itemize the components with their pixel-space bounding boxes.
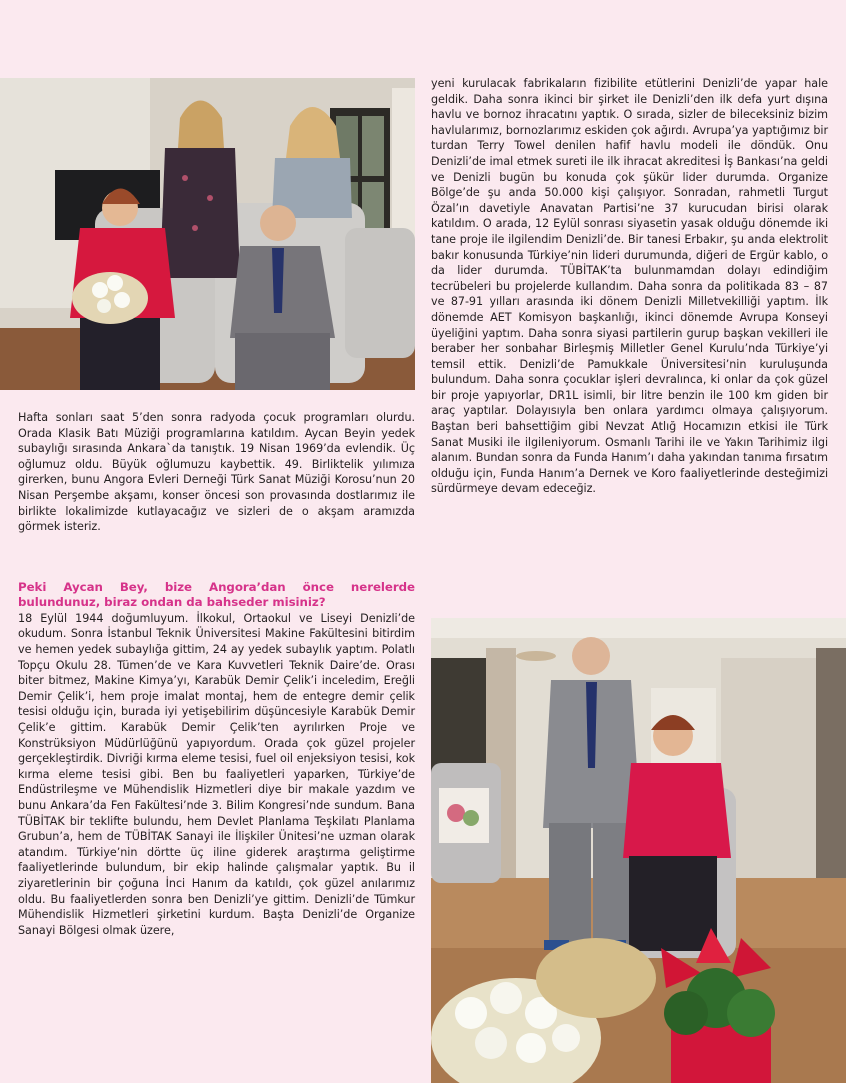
article-paragraph: yeni kurulacak fabrikaların fizibilite etütlerini Denizli’de yapar hale geldik. Daha sonra ikinci bir şirket ile Denizli’den ilk defa yurt dışına havlu ve bornoz ihracatını yaptık. O sırada, sizler de bileceksiniz bizim havlularımız, bornozlarımız eskiden çok ağırdı. Avrupa’ya yaptığımız bir turdan Terry Towel denilen hafif havlu modeli ile döndük. Onu Denizli’de imal etmek sureti ile ilk ihracat akreditesi İş Bankası’na geldi ve Denizli bugün bu konuda çok şükür lider durumda. Organize Bölge’de şu anda 50.000 kişi çalışıyor. Sonradan, rahmetli Turgut Özal’ın davetiyle Anavatan Partisi’ne 37 kurucudan birisi olarak katıldım. O arada, 12 Eylül sonrası siyasetin yasak olduğu dönemde iki tane proje ile ilgilendim Denizli’de. Bir tanesi Erbakır, şu anda elektrolit bakır konusunda Türkiye’nin lideri durumunda, diğeri de Ergür kablo, o da lider durumda. TÜBİTAK’ta bulunmamdan dolayı edindiğim tecrübeleri bu projelerde kullandım. Daha sonra da politikada 83 – 87 ve 87-91 yılları arasında iki dönem Denizli Milletvekilliği yaptım. İlk dönemde AET Komisyon başkanlığı, ikinci dönemde Avrupa Konseyi üyeliğini yaptım. Daha sonra siyasi partilerin gurup başkan vekilleri ile beraber her sonbahar Birleşmiş Milletler Genel Kurulu’nda Türkiye’yi temsil ettik. Denizli’de Pamukkale Üniversitesi’nin kuruluşunda bulundum. Daha sonra çocuklar işleri devralınca, ki onlar da çok güzel bir proje yapıyorlar, DR1L isimli, bir litre benzin ile 100 km giden bir araç yaptılar. Dolayısıyla ben onlara yardımcı olmaya çalışıyorum. Baştan beri bahsettiğim gibi Nevzat Atlığ Hocamızın etkisi ile Türk Sanat Musiki ile ilgileniyorum. Osmanlı Tarihi ile ve Yakın Tarihimiz ilgi alanım. Bundan sonra da Funda Hanım’ı daha yakından tanıma fırsatım olduğu için, Funda Hanım’a Dernek ve Koro faaliyetlerinde desteğimizi sürdürmeye devam edeceğiz. (431, 77, 828, 496)
article-column-right (431, 76, 828, 497)
family-portrait-photo (0, 78, 415, 390)
article-column-left-interview (18, 580, 415, 938)
interview-question: Peki Aycan Bey, bize Angora’dan önce nerelerde bulundunuz, biraz ondan da bahseder misiniz? (18, 580, 415, 610)
article-paragraph: 18 Eylül 1944 doğumluyum. İlkokul, Ortaokul ve Liseyi Denizli’de okudum. Sonra İstanbul Teknik Üniversitesi Makine Fakültesini bitirdim ve hemen yedek subaylığa gittim, 24 ay yedek subaylık yaptım. Polatlı Topçu Okulu 28. Tümen’de ve Kara Kuvvetleri Teknik Daire’de. Orası biter bitmez, Makine Kimya’yı, Karabük Demir Çelik’i inceledim, Ereğli Demir Çelik’i, hem proje imalat montaj, hem de entegre demir çelik tesisi olduğu için, burada iyi yetişebilirim düşüncesiyle Karabük Demir Çelik’e gittim. Karabük Demir Çelik’ten ayrılırken Proje ve Konstrüksiyon Müdürlüğünü yapıyordum. Orada çok güzel projeler gerçekleştirdik. Divriği kırma eleme tesisi, fuel oil enjeksiyon tesisi, kok kırma eleme tesisi gibi. Ben bu faaliyetleri yaparken, Türkiye’de Endüstrileşme ve Mühendislik Hizmetleri diye bir makale yazdım ve bunu Ankara’da Fen Fakültesi’nde 3. Bilim Kongresi’nde sundum. Bana TÜBİTAK bir teklifte bulundu, hem Devlet Planlama Teşkilatı Planlama Grubun’a, hem de TÜBİTAK Sanayi ile İlişkiler Ünitesi’ne uzman olarak atandım. Türkiye’nin dörtte üç iline giderek araştırma geliştirme faaliyetlerinde bulundum, bir ekip halinde çalışmalar yaptık. Bu il ziyaretlerinin bir çoğuna İnci Hanım da katıldı, çok güzel anılarımız oldu. Bu faaliyetlerden sonra ben Denizli’ye gittim. Denizli’de Tümkur Mühendislik Hizmetleri şirketini kurdum. Başta Denizli’de Organize Sanayi Bölgesi olmak üzere, (18, 611, 415, 937)
article-paragraph: Hafta sonları saat 5’den sonra radyoda çocuk programları olurdu. Orada Klasik Batı Müziği programlarına katıldım. Aycan Beyin yedek subaylığı sırasında Ankara`da tanıştık. 19 Nisan 1969’da evlendik. Üç oğlumuz oldu. Büyük oğlumuzu kaybettik. 49. Birliktelik yılımıza girerken, bunu Angora Evleri Derneği Türk Sanat Müziği Korosu’nun 20 Nisan Perşembe akşamı, konser öncesi son provasında dostlarımız ile birlikte lokalimizde kutlayacağız ve sizleri de o akşam aramızda görmek isteriz. (18, 411, 415, 534)
article-column-left-intro (18, 410, 415, 535)
couple-portrait-photo (431, 618, 846, 1083)
